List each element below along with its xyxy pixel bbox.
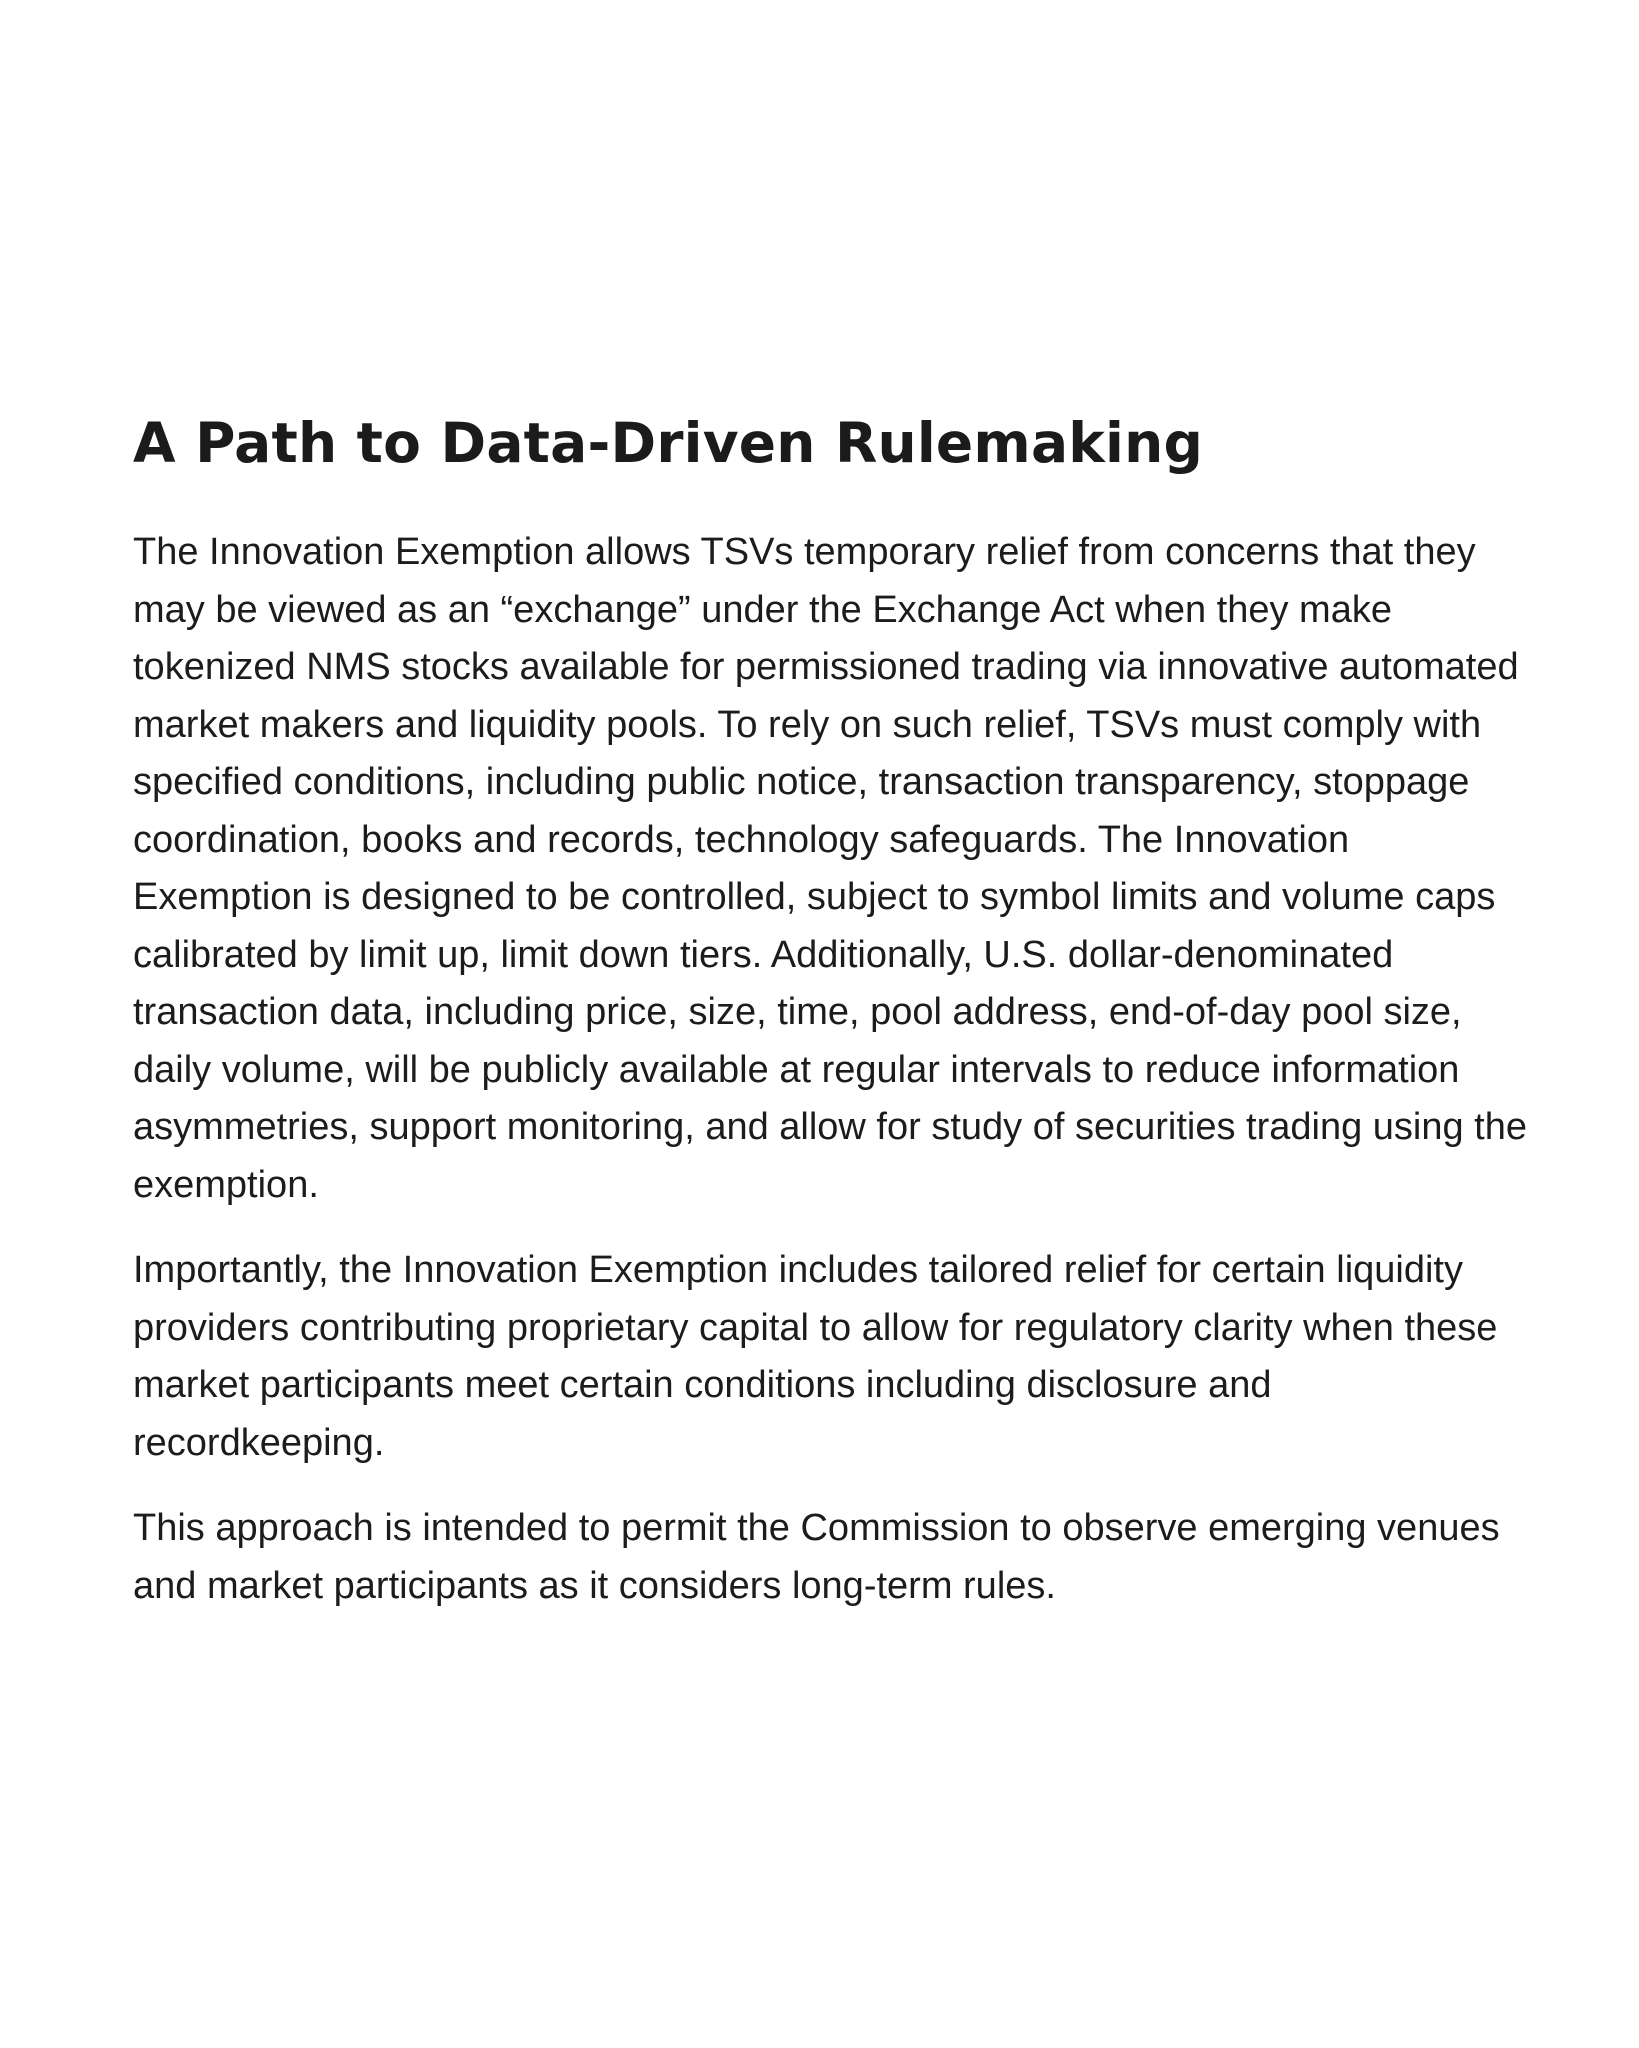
page-title: A Path to Data-Driven Rulemaking [133,411,1204,475]
paragraph-liquidity-providers: Importantly, the Innovation Exemption includes tailored relief for certain liquidity providers contributing proprietary capital to allow for regulatory clarity when these market participants meet certain conditions including disclosure and recordkeeping. [133,1249,1498,1464]
document-body [133,410,1533,1643]
paragraph-approach: This approach is intended to permit the Commission to observe emerging venues and market participants as it considers long-term rules. [133,1507,1500,1607]
paragraph-innovation-exemption: The Innovation Exemption allows TSVs temporary relief from concerns that they may be viewed as an “exchange” under the Exchange Act when they make tokenized NMS stocks available for permissioned trading via innovative automated market makers and liquidity pools. To rely on such relief, TSVs must comply with specified conditions, including public notice, transaction transparency, stoppage coordination, books and records, technology safeguards. The Innovation Exemption is designed to be controlled, subject to symbol limits and volume caps calibrated by limit up, limit down tiers. Additionally, U.S. dollar-denominated transaction data, including price, size, time, pool address, end-of-day pool size, daily volume, will be publicly available at regular intervals to reduce information asymmetries, support monitoring, and allow for study of securities trading using the exemption. [133,531,1527,1206]
